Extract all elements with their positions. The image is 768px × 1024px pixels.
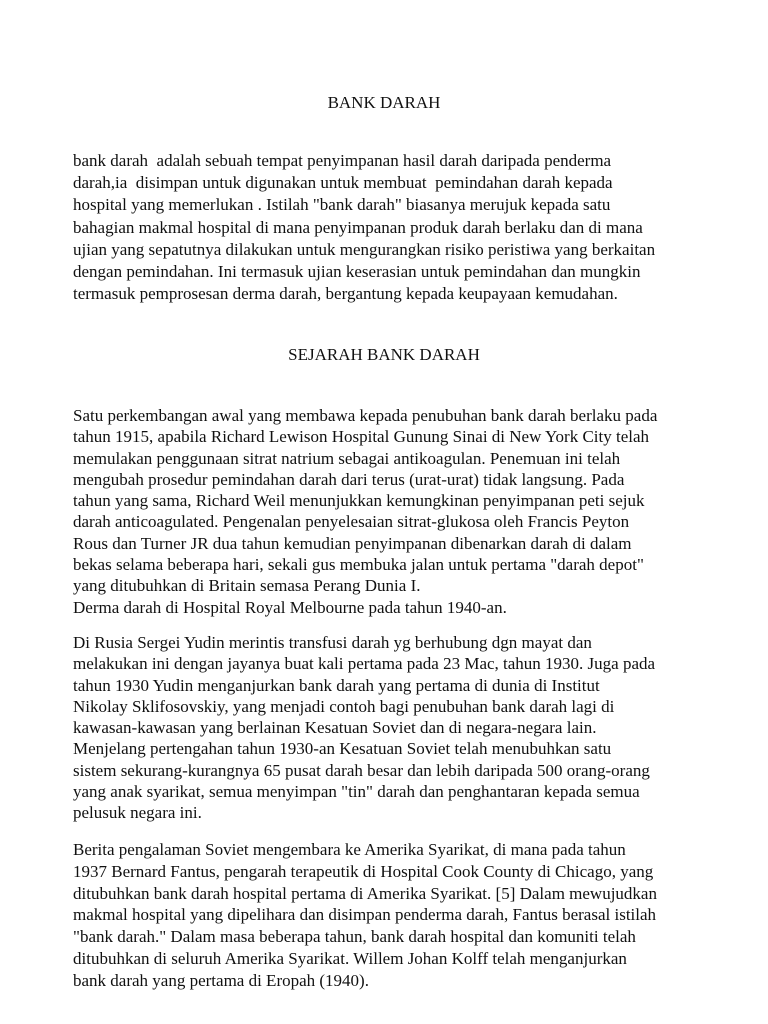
- text-line: "bank darah." Dalam masa beberapa tahun, bank darah hospital dan komuniti telah: [73, 927, 636, 947]
- text-line: 1937 Bernard Fantus, pengarah terapeutik di Hospital Cook County di Chicago, yang: [73, 861, 654, 881]
- text-line: kawasan-kawasan yang berlainan Kesatuan Soviet dan di negara-negara lain.: [73, 718, 597, 738]
- history-paragraph-3: [73, 839, 753, 992]
- text-line: bank darah adalah sebuah tempat penyimpanan hasil darah daripada penderma: [73, 151, 612, 170]
- text-line: Nikolay Sklifosovskiy, yang menjadi contoh bagi penubuhan bank darah lagi di: [73, 696, 615, 716]
- text-line: yang ditubuhkan di Britain semasa Perang Dunia I.: [73, 576, 421, 596]
- text-line: dengan pemindahan. Ini termasuk ujian keserasian untuk pemindahan dan mungkin: [73, 261, 641, 281]
- text-line: Di Rusia Sergei Yudin merintis transfusi darah yg berhubung dgn mayat dan: [73, 633, 592, 652]
- text-line: termasuk pemprosesan derma darah, bergantung kepada keupayaan kemudahan.: [73, 284, 618, 304]
- text-line: memulakan penggunaan sitrat natrium sebagai antikoagulan. Penemuan ini telah: [73, 448, 621, 468]
- text-line: makmal hospital yang dipelihara dan disimpan penderma darah, Fantus berasal istilah: [73, 905, 657, 925]
- text-line: Satu perkembangan awal yang membawa kepada penubuhan bank darah berlaku pada: [73, 406, 658, 425]
- document-title: BANK DARAH: [327, 93, 441, 112]
- text-line: bahagian makmal hospital di mana penyimpanan produk darah berlaku dan di mana: [73, 217, 643, 237]
- section-heading: SEJARAH BANK DARAH: [288, 345, 480, 364]
- text-line: sistem sekurang-kurangnya 65 pusat darah besar dan lebih daripada 500 orang-orang: [73, 760, 650, 780]
- text-line: tahun 1930 Yudin menganjurkan bank darah yang pertama di dunia di Institut: [73, 675, 600, 695]
- text-line: tahun 1915, apabila Richard Lewison Hospital Gunung Sinai di New York City telah: [73, 427, 650, 447]
- text-line: bank darah yang pertama di Eropah (1940).: [73, 970, 369, 990]
- text-line: bekas selama beberapa hari, sekali gus membuka jalan untuk pertama "darah depot": [73, 555, 644, 575]
- text-line: Rous dan Turner JR dua tahun kemudian penyimpanan dibenarkan darah di dalam: [73, 533, 632, 553]
- text-line: ujian yang sepatutnya dilakukan untuk mengurangkan risiko peristiwa yang berkaitan: [73, 239, 656, 259]
- intro-paragraph: [73, 150, 753, 305]
- text-line: Menjelang pertengahan tahun 1930-an Kesatuan Soviet telah menubuhkan satu: [73, 739, 612, 759]
- text-line: tahun yang sama, Richard Weil menunjukkan kemungkinan penyimpanan peti sejuk: [73, 491, 645, 511]
- text-line: ditubuhkan di seluruh Amerika Syarikat. Willem Johan Kolff telah menganjurkan: [73, 948, 627, 968]
- text-line: pelusuk negara ini.: [73, 803, 202, 823]
- text-line: darah anticoagulated. Pengenalan penyelesaian sitrat-glukosa oleh Francis Peyton: [73, 512, 630, 532]
- text-line: Derma darah di Hospital Royal Melbourne pada tahun 1940-an.: [73, 597, 507, 617]
- text-line: ditubuhkan bank darah hospital pertama di Amerika Syarikat. [5] Dalam mewujudkan: [73, 883, 657, 903]
- history-paragraph-2: [73, 632, 753, 824]
- text-line: darah,ia disimpan untuk digunakan untuk membuat pemindahan darah kepada: [73, 173, 613, 193]
- text-line: Berita pengalaman Soviet mengembara ke Amerika Syarikat, di mana pada tahun: [73, 840, 626, 859]
- text-line: melakukan ini dengan jayanya buat kali pertama pada 23 Mac, tahun 1930. Juga pada: [73, 654, 656, 674]
- history-paragraph-1: [73, 405, 753, 618]
- text-line: mengubah prosedur pemindahan darah dari terus (urat-urat) tidak langsung. Pada: [73, 469, 625, 489]
- text-line: yang anak syarikat, semua menyimpan "tin" darah dan penghantaran kepada semua: [73, 782, 640, 802]
- text-line: hospital yang memerlukan . Istilah "bank darah" biasanya merujuk kepada satu: [73, 195, 611, 215]
